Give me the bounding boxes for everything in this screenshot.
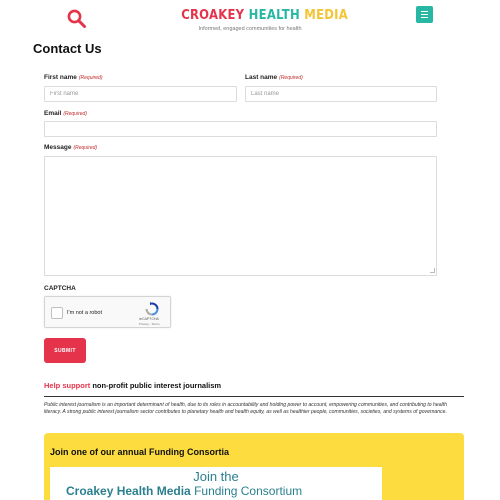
recaptcha-links[interactable]: Privacy - Terms <box>139 322 160 326</box>
hamburger-menu-icon[interactable] <box>416 6 433 23</box>
required-tag: (Required) <box>63 111 87 117</box>
recaptcha-logo-icon <box>145 302 159 316</box>
support-body-text: Public interest journalism is an important determinant of health, due to its roles in accountability and holding power to account, empowering communities, and contributing to health literacy. A strong public interest journalism sector contributes to planetary health and health equity, as well as healthier people, communities, societies, and systems of governance. <box>44 402 447 416</box>
recaptcha-checkbox[interactable] <box>51 307 63 319</box>
first-name-label <box>44 74 103 81</box>
required-tag: (Required) <box>78 75 103 81</box>
email-label <box>44 110 87 117</box>
logo-word-health: HEALTH <box>248 7 300 23</box>
support-heading-rest: non-profit public interest journalism <box>92 381 222 390</box>
logo-word-croakey: CROAKEY <box>181 7 245 23</box>
search-icon[interactable] <box>66 8 88 30</box>
banner-line1: Join the <box>193 469 239 484</box>
recaptcha-widget <box>44 296 171 328</box>
funding-consortia-panel <box>44 433 464 500</box>
first-name-label-text: First name <box>44 74 77 81</box>
banner-rest: Funding Consortium <box>194 484 303 498</box>
message-label <box>44 144 97 151</box>
last-name-label <box>245 74 303 81</box>
logo-tagline: Informed, engaged communities for health <box>198 26 302 32</box>
email-input[interactable] <box>44 121 437 137</box>
recaptcha-text: I'm not a robot <box>67 310 102 316</box>
support-heading <box>44 381 221 390</box>
site-header <box>0 0 500 38</box>
captcha-label: CAPTCHA <box>44 285 76 292</box>
required-tag: (Required) <box>279 75 303 81</box>
logo-word-media: MEDIA <box>304 7 348 23</box>
banner-line2 <box>66 484 302 498</box>
divider <box>44 396 464 397</box>
consortia-banner-image[interactable] <box>50 467 382 500</box>
last-name-label-text: Last name <box>245 74 278 81</box>
email-label-text: Email <box>44 110 62 117</box>
page-title: Contact Us <box>33 41 102 56</box>
last-name-input[interactable] <box>245 86 437 102</box>
required-tag: (Required) <box>73 145 98 151</box>
logo-wordmark <box>181 7 348 23</box>
support-heading-highlight[interactable]: Help support <box>44 381 91 390</box>
first-name-input[interactable] <box>44 86 237 102</box>
submit-button[interactable]: SUBMIT <box>44 338 86 363</box>
message-textarea[interactable] <box>44 156 437 276</box>
message-label-text: Message <box>44 144 72 151</box>
site-logo[interactable] <box>170 7 348 32</box>
consortia-title: Join one of our annual Funding Consortia <box>50 447 229 457</box>
resize-handle-icon[interactable] <box>430 268 435 273</box>
recaptcha-brand: reCAPTCHA <box>139 317 159 321</box>
banner-brand: Croakey Health Media <box>66 484 191 498</box>
